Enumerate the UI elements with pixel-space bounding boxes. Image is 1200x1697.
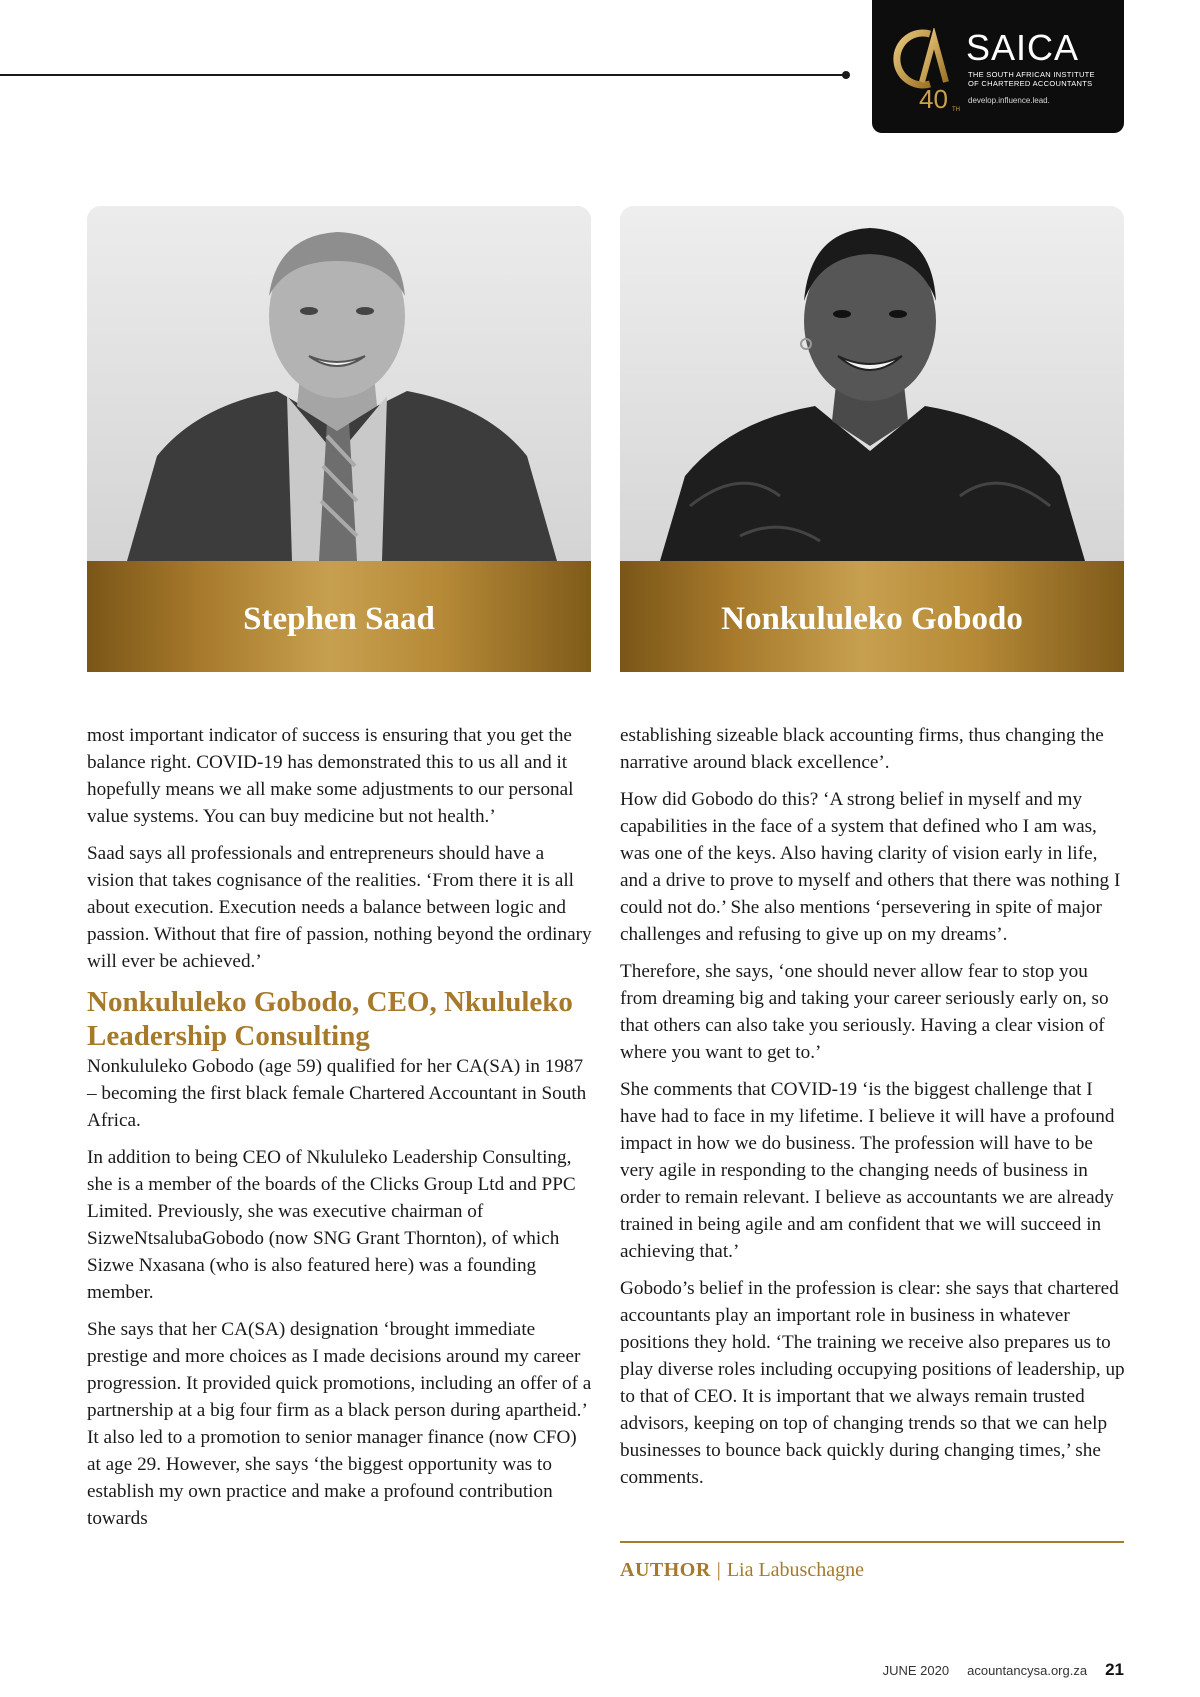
paragraph: Saad says all professionals and entrepreneurs should have a vision that takes cognisance of the realities. ‘From there it is all about execution. Execution needs a balance between logic and passion. Without that fire of passion, nothing beyond the ordinary will ever be achieved.’: [87, 843, 592, 972]
paragraph: How did Gobodo do this? ‘A strong belief in myself and my capabilities in the face of a system that defined who I am was, was one of the keys. Also having clarity of vision early in life, and a drive to prove to myself and others that there was nothing I could not do.’ She also mentions ‘persevering in spite of major challenges and refusing to give up on my dreams’.: [620, 789, 1121, 945]
profile-card-nonkululeko-gobodo: [620, 206, 1124, 672]
anniversary-number: 40: [919, 84, 948, 114]
saica-logo: [872, 0, 1124, 133]
author-label: AUTHOR: [620, 1559, 711, 1581]
ca-monogram-icon: [892, 28, 962, 90]
header-rule-dot: [842, 71, 850, 79]
portrait-photo-man: [87, 206, 591, 561]
page-number: 21: [1105, 1660, 1124, 1679]
logo-wordmark: SAICA: [966, 27, 1080, 68]
article-column-left: [87, 722, 592, 1542]
name-banner: [620, 561, 1124, 672]
paragraph: most important indicator of success is ensuring that you get the balance right. COVID-19 has demonstrated this to us all and it hopefully means we all make some adjustments to our personal value systems. You can buy medicine but not health.’: [87, 725, 574, 827]
author-credit: [620, 1541, 1124, 1582]
paragraph: establishing sizeable black accounting firms, thus changing the narrative around black excellence’.: [620, 725, 1104, 773]
logo-tagline: develop.influence.lead.: [968, 96, 1050, 105]
paragraph: In addition to being CEO of Nkululeko Leadership Consulting, she is a member of the boards of the Clicks Group Ltd and PPC Limited. Previously, she was executive chairman of SizweNtsalubaGobodo (now SNG Grant Thornton), of which Sizwe Nxasana (who is also featured here) was a founding member.: [87, 1147, 576, 1303]
profile-name: Stephen Saad: [243, 601, 435, 637]
article-column-right: [620, 722, 1125, 1501]
paragraph: Nonkululeko Gobodo (age 59) qualified for her CA(SA) in 1987 – becoming the first black female Chartered Accountant in South Africa.: [87, 1056, 587, 1131]
profile-name: Nonkululeko Gobodo: [721, 601, 1023, 637]
section-heading: Nonkululeko Gobodo, CEO, Nkululeko Leadership Consulting: [87, 986, 573, 1052]
website: acountancysa.org.za: [967, 1663, 1088, 1678]
portrait-photo-woman: [620, 206, 1124, 561]
paragraph: She comments that COVID-19 ‘is the biggest challenge that I have had to face in my lifetime. I believe it will have a profound impact in how we do business. The profession will have to be very agile in responding to the changing needs of business in order to remain relevant. I believe as accountants we are already trained in being agile and am confident that we will succeed in achieving that.’: [620, 1079, 1115, 1262]
author-name: Lia Labuschagne: [726, 1559, 864, 1581]
issue-date: JUNE 2020: [882, 1663, 950, 1678]
paragraph: She says that her CA(SA) designation ‘brought immediate prestige and more choices as I made decisions around my career progression. It provided quick promotions, including an offer of a partnership at a big four firm as a black person during apartheid.’ It also led to a promotion to senior manager finance (now CFO) at age 29. However, she says ‘the biggest opportunity was to establish my own practice and make a profound contribution towards: [87, 1319, 592, 1529]
author-separator: |: [716, 1559, 721, 1581]
page-footer: [883, 1660, 1124, 1680]
logo-institute-name: THE SOUTH AFRICAN INSTITUTE OF CHARTERED ACCOUNTANTS: [968, 70, 1095, 88]
header-rule: [0, 74, 846, 76]
paragraph: Gobodo’s belief in the profession is clear: she says that chartered accountants play an important role in business in whatever positions they hold. ‘The training we receive also prepares us to play diverse roles including occupying positions of leadership, up to that of CEO. It is important that we always remain trusted advisors, keeping on top of changing trends so that we can help businesses to bounce back quickly during changing times,’ she comments.: [620, 1278, 1125, 1488]
paragraph: Therefore, she says, ‘one should never allow fear to stop you from dreaming big and taking your career seriously early on, so that others can also take you seriously. Having a clear vision of where you want to get to.’: [620, 961, 1109, 1063]
profile-card-stephen-saad: [87, 206, 591, 672]
anniversary-suffix: TH: [952, 107, 960, 113]
name-banner: [87, 561, 591, 672]
